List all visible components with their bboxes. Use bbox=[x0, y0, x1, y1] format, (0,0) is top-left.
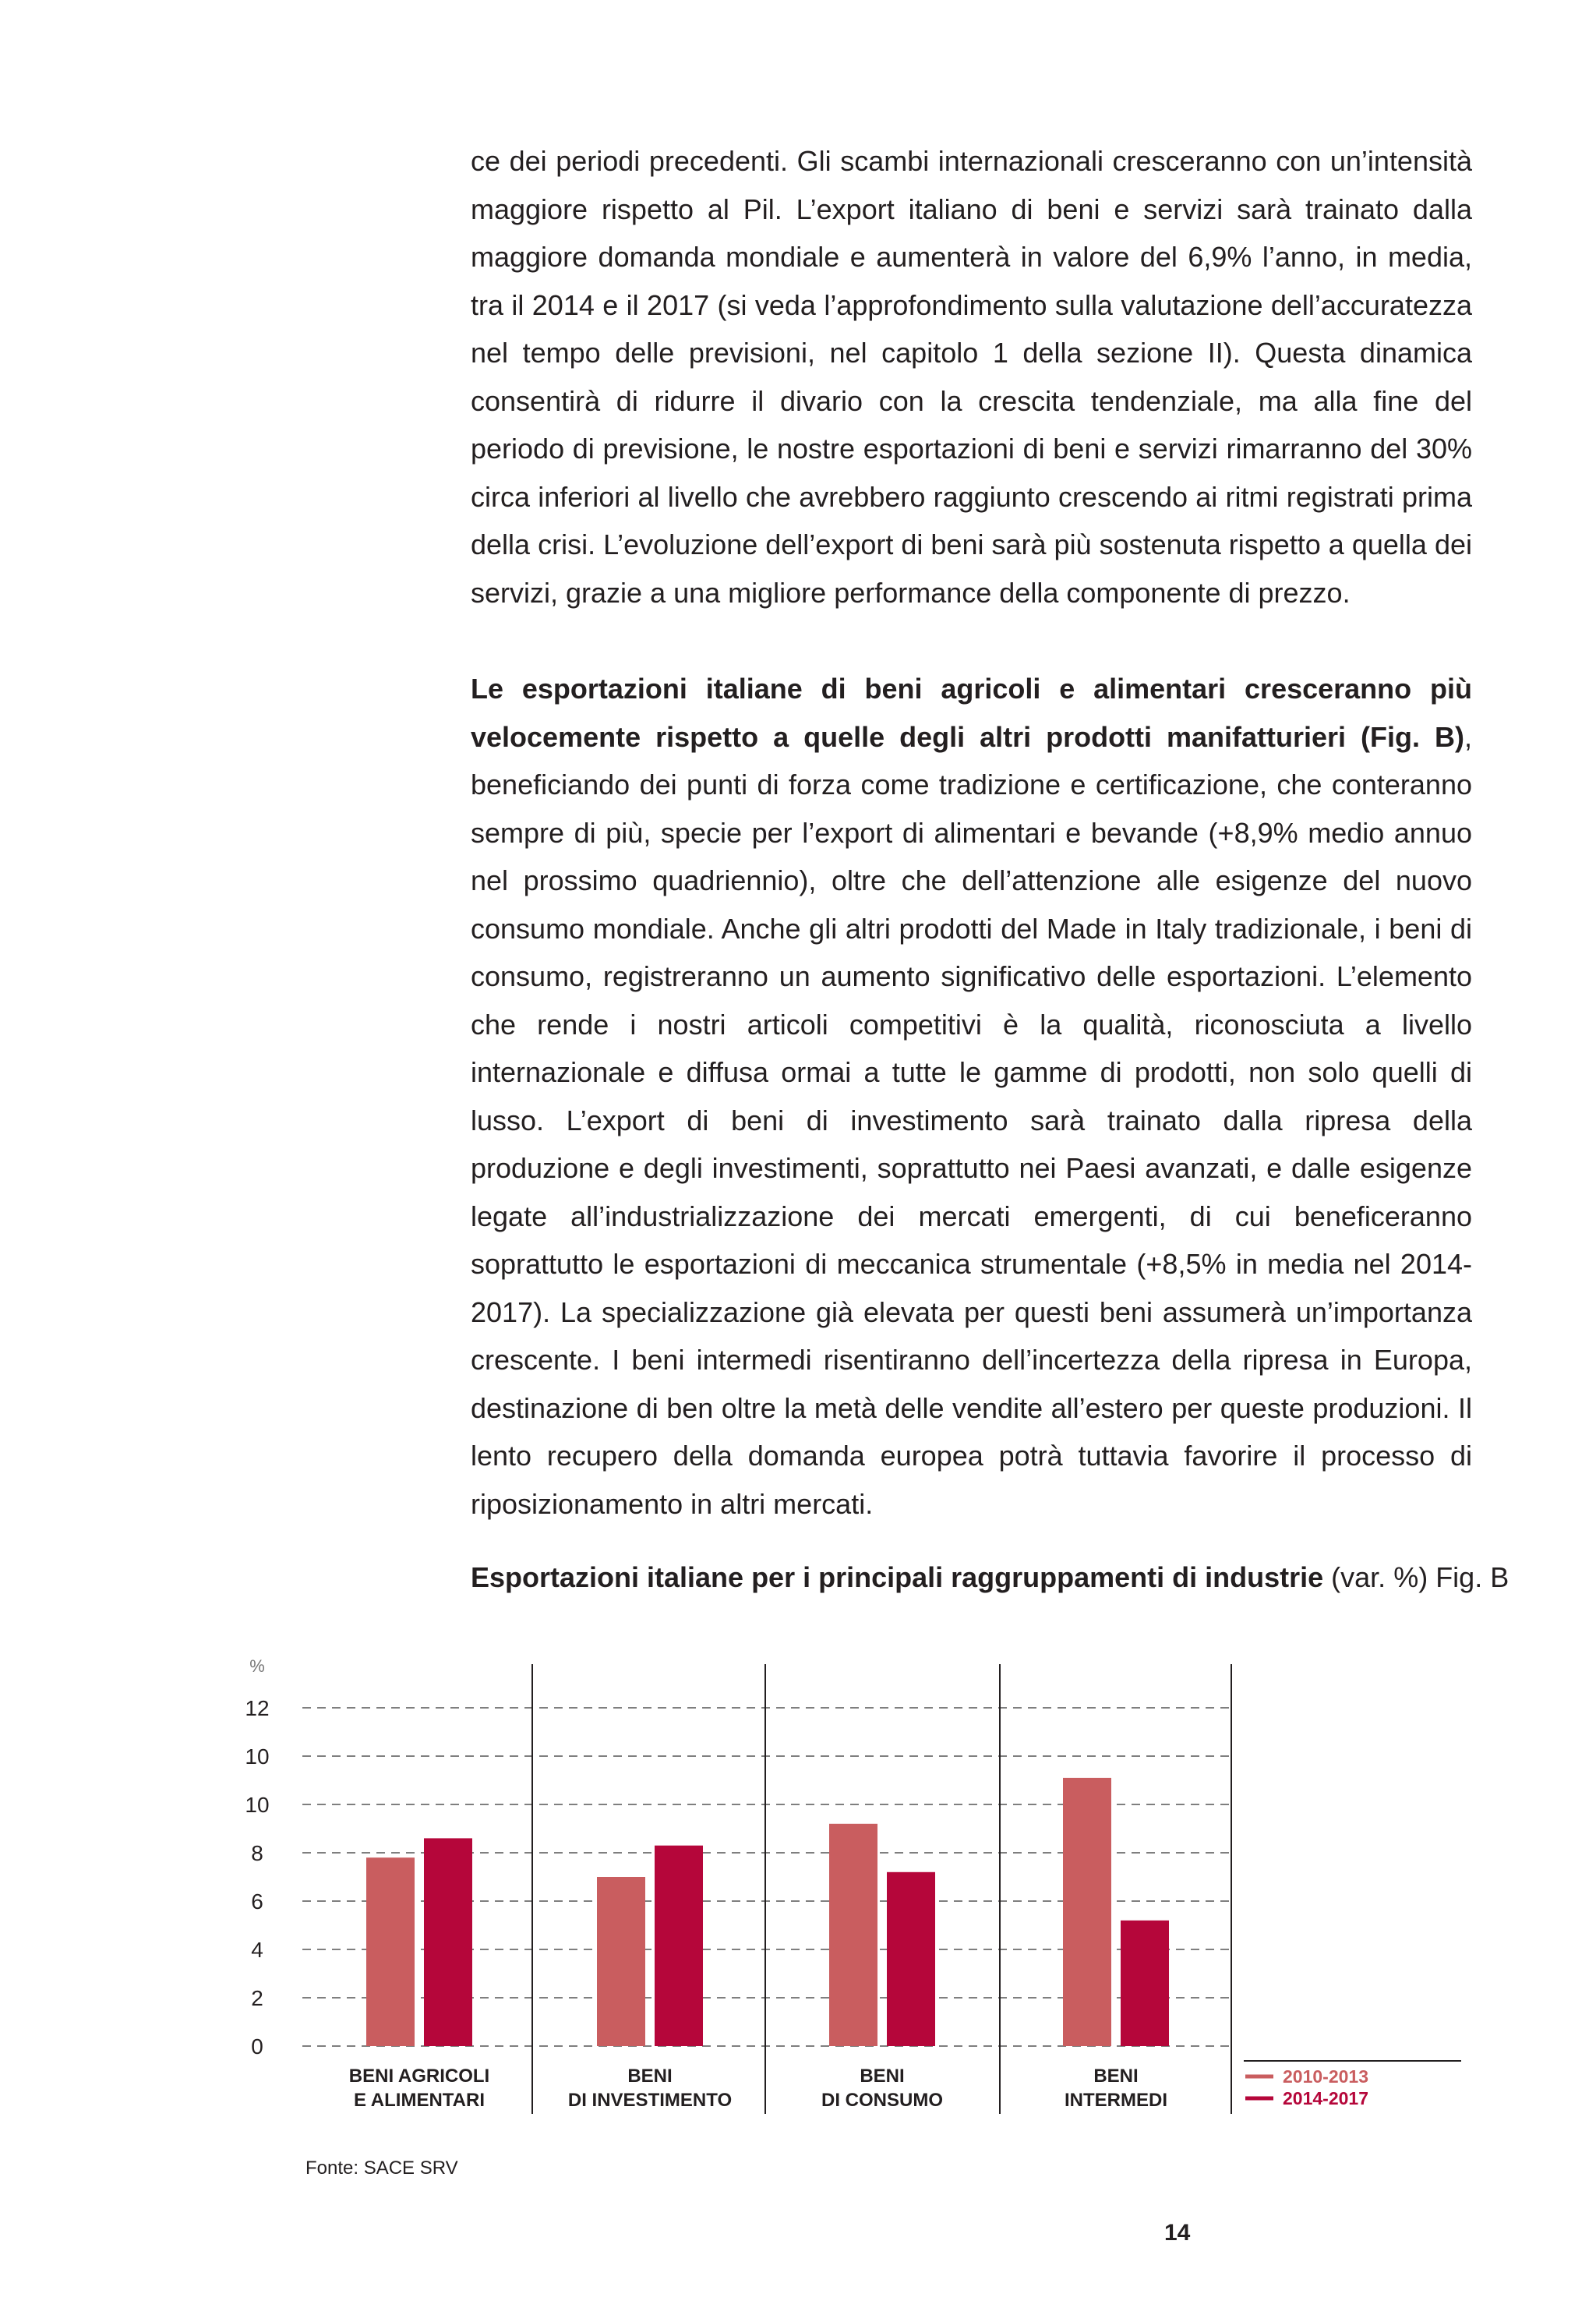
bar-2014-2017 bbox=[424, 1838, 472, 2046]
chart-title-bold: Esportazioni italiane per i principali raggruppamenti di industrie bbox=[471, 1561, 1324, 1593]
bar-2014-2017 bbox=[887, 1872, 935, 2046]
category-label: BENI bbox=[1093, 2066, 1139, 2087]
paragraph-1-text: ce dei periodi precedenti. Gli scambi internazionali cresceranno con un’intensità maggiore rispetto al Pil. L’export italiano di beni e servizi sarà trainato dalla maggiore domanda mondiale e aumenterà in valore del 6,9% l’anno, in media, tra il 2014 e il 2017 (si veda l’approfondimento sulla valutazione dell’accuratezza nel tempo delle previsioni, nel capitolo 1 della sezione II). Questa dinamica consentirà di ridurre il divario con la crescita tendenziale, ma alla fine del periodo di previsione, le nostre esportazioni di beni e servizi rimarranno del 30% circa inferiori al livello che avrebbero raggiunto crescendo ai ritmi registrati prima della crisi. L’evoluzione dell’export di beni sarà più sostenuta rispetto a quella dei servizi, grazie a una migliore performance della componente di prezzo. bbox=[471, 145, 1472, 609]
paragraph-2-lead: Le esportazioni italiane di beni agricoli e alimentari cresceranno più velocemente rispetto a quelle degli altri prodotti manifatturieri (Fig. B) bbox=[471, 673, 1472, 753]
y-tick-label: 10 bbox=[245, 1744, 270, 1769]
y-tick-label: 4 bbox=[251, 1938, 263, 1962]
chart-title-suffix: (var. %) Fig. B bbox=[1323, 1561, 1509, 1593]
y-tick-label: 10 bbox=[245, 1793, 270, 1817]
paragraph-2-text: , beneficiando dei punti di forza come tradizione e certificazione, che conteranno sempre di più, specie per l’export di alimentari e bevande (+8,9% medio annuo nel prossimo quadriennio), oltre che dell’attenzione alle esigenze del nuovo consumo mondiale. Anche gli altri prodotti del Made in Italy tradizionale, i beni di consumo, registreranno un aumento significativo delle esportazioni. L’elemento che rende i nostri articoli competitivi è la qualità, riconosciuta a livello internazionale e diffusa ormai a tutte le gamme di prodotti, non solo quelli di lusso. L’export di beni di investimento sarà trainato dalla ripresa della produzione e degli investimenti, soprattutto nei Paesi avanzati, e dalle esigenze legate all’industrializzazione dei mercati emergenti, di cui beneficeranno soprattutto le esportazioni di meccanica strumentale (+8,5% in media nel 2014-2017). La specializzazione già elevata per questi beni assumerà un’importanza crescente. I beni intermedi risentiranno dell’incertezza della ripresa in Europa, destinazione di ben oltre la metà delle vendite all’estero per queste produzioni. Il lento recupero della domanda europea potrà tuttavia favorire il processo di riposizionamento in altri mercati. bbox=[471, 720, 1472, 1520]
bar-2014-2017 bbox=[1121, 1921, 1169, 2046]
legend-label: 2014-2017 bbox=[1283, 2088, 1368, 2108]
bar-chart bbox=[0, 1637, 1596, 2136]
y-tick-label: 12 bbox=[245, 1696, 270, 1720]
page-number: 14 bbox=[1164, 2220, 1191, 2246]
category-label: DI INVESTIMENTO bbox=[567, 2090, 733, 2111]
category-label: BENI bbox=[627, 2066, 673, 2087]
y-tick-label: 2 bbox=[251, 1986, 263, 2010]
bar-2014-2017 bbox=[655, 1846, 703, 2046]
y-tick-label: 6 bbox=[251, 1889, 263, 1914]
bar-2010-2013 bbox=[1063, 1778, 1111, 2046]
body-paragraph-1 bbox=[471, 137, 1472, 617]
y-tick-label: 0 bbox=[251, 2034, 263, 2059]
category-label: BENI AGRICOLI bbox=[348, 2066, 490, 2087]
bar-2010-2013 bbox=[829, 1824, 877, 2046]
y-tick-label: 8 bbox=[251, 1841, 263, 1865]
category-label: INTERMEDI bbox=[1065, 2090, 1167, 2111]
category-label: BENI bbox=[860, 2066, 905, 2087]
bar-2010-2013 bbox=[597, 1877, 645, 2046]
legend-label: 2010-2013 bbox=[1283, 2066, 1368, 2087]
y-axis-unit-label: % bbox=[249, 1656, 265, 1676]
category-label: DI CONSUMO bbox=[821, 2090, 943, 2111]
chart-title bbox=[471, 1559, 1509, 1596]
bar-2010-2013 bbox=[366, 1857, 415, 2046]
body-paragraph-2 bbox=[471, 665, 1472, 1528]
category-label: E ALIMENTARI bbox=[354, 2090, 485, 2111]
source-note: Fonte: SACE SRV bbox=[305, 2158, 458, 2179]
